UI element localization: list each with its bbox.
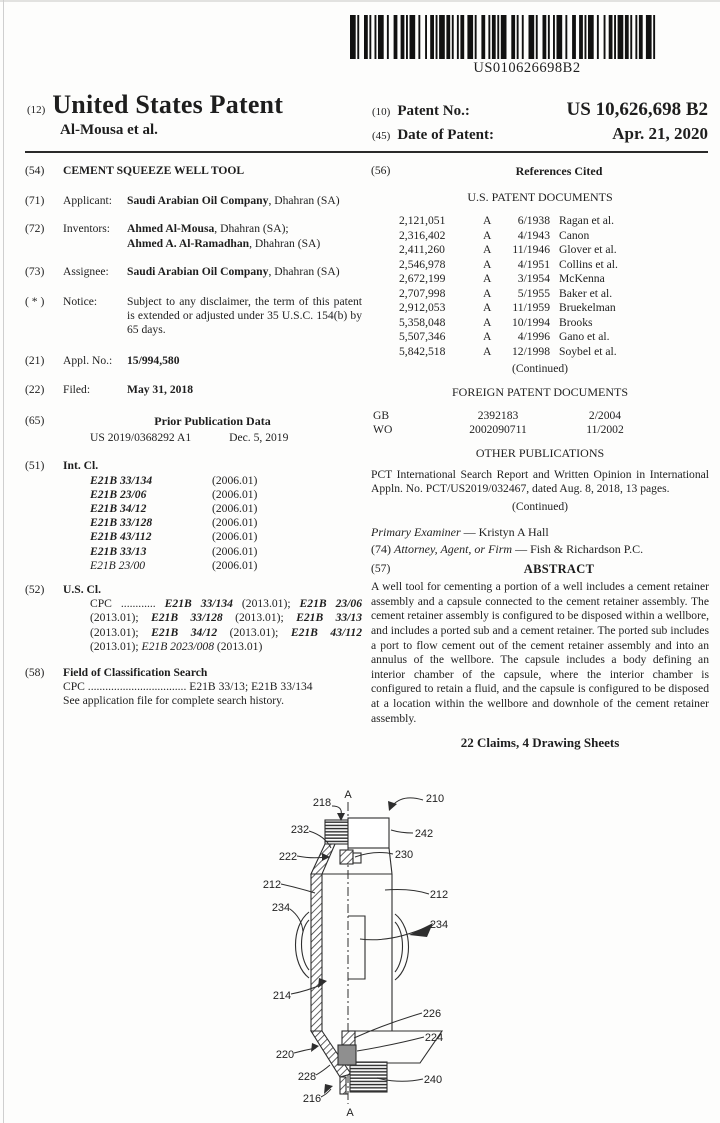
- us-patent-document-row: [399, 229, 709, 244]
- filed-label: Filed:: [63, 382, 91, 396]
- field-tag: (57): [371, 562, 391, 576]
- barcode-number: US010626698B2: [473, 60, 581, 76]
- barcode-bar: [357, 15, 359, 59]
- field-tag: (74): [371, 541, 391, 556]
- ref-220: 220: [275, 1049, 295, 1061]
- inventor-name-cell: Collins et al.: [559, 257, 618, 271]
- inventor-name-cell: Glover et al.: [559, 243, 617, 257]
- date-cell: 11/2002: [586, 423, 624, 437]
- field-tag-12: (12): [27, 104, 46, 116]
- barcode-bar: [548, 15, 550, 59]
- inventor-name-cell: Baker et al.: [559, 286, 613, 300]
- barcode-bar: [375, 15, 377, 59]
- barcode-bar: [467, 15, 473, 59]
- foreign-patent-document-row: [373, 409, 709, 424]
- right-column: [371, 164, 709, 750]
- field-21-appl-no: [25, 354, 362, 368]
- text-segment: Primary Examiner: [371, 524, 461, 539]
- text-segment: Saudi Arabian Oil Company: [127, 194, 269, 208]
- barcode-bar: [497, 15, 499, 59]
- date-cell: 3/1954: [517, 272, 550, 286]
- field-tag: ( * ): [25, 295, 45, 309]
- barcode-bar: [481, 15, 485, 59]
- patent-number-cell: 2,411,260: [399, 243, 445, 257]
- kind-code-cell: A: [483, 301, 492, 315]
- text-segment: Attorney, Agent, or Firm: [394, 541, 513, 556]
- us-patent-document-row: [399, 214, 709, 229]
- barcode-bar: [446, 15, 450, 59]
- barcode-bar: [460, 15, 464, 59]
- int-cl-row: [90, 530, 362, 544]
- date-of-patent-label: Date of Patent:: [397, 127, 494, 143]
- field-tag: (65): [25, 414, 45, 428]
- text-segment: , Dhahran (SA): [249, 236, 321, 250]
- date-of-patent: Apr. 21, 2020: [612, 124, 708, 143]
- barcode-bar: [588, 15, 594, 59]
- top-thread-section: [325, 820, 348, 844]
- inventor-name-cell: Ragan et al.: [559, 214, 615, 228]
- date-cell: 4/1943: [517, 228, 550, 242]
- bottom-thread-section-240: [350, 1062, 387, 1092]
- kind-code-cell: A: [483, 286, 492, 300]
- header-divider: [25, 151, 708, 153]
- ref-212-right: 212: [429, 889, 449, 901]
- field-search-heading: Field of Classification Search: [63, 666, 208, 680]
- foreign-patent-documents-list: [371, 409, 709, 438]
- field-tag: (51): [25, 459, 45, 473]
- ref-232: 232: [290, 824, 310, 836]
- patent-number-cell: 5,842,518: [399, 344, 446, 358]
- barcode-bar: [635, 15, 637, 59]
- other-publications-text: PCT International Search Report and Written Opinion in International Appln. No. PCT/US2019/032467, dated Aug. 8, 2018, 13 pages.: [371, 468, 709, 496]
- int-cl-row: [90, 474, 362, 488]
- references-cited-heading: References Cited: [515, 164, 603, 178]
- assignee-value: [127, 265, 362, 279]
- barcode-bar: [436, 15, 438, 59]
- foreign-patent-document-row: [373, 423, 709, 438]
- field-tag: (71): [25, 194, 45, 208]
- patent-number-cell: 2,672,199: [399, 272, 446, 286]
- us-patent-document-row: [399, 258, 709, 273]
- us-patent-documents-heading: U.S. PATENT DOCUMENTS: [467, 190, 613, 205]
- ref-a-bottom: A: [346, 1107, 354, 1119]
- field-tag: (72): [25, 222, 45, 236]
- barcode-bar: [439, 15, 445, 59]
- appl-no-label: Appl. No.:: [63, 353, 113, 367]
- us-patent-document-row: [399, 345, 709, 360]
- us-patent-document-row: [399, 316, 709, 331]
- notice-label: Notice:: [63, 295, 98, 309]
- patent-no-label: Patent No.:: [397, 103, 470, 119]
- kind-code-cell: A: [483, 330, 492, 344]
- field-52-us-cl: [25, 583, 362, 654]
- document-title: United States Patent: [52, 90, 284, 119]
- scan-artifact-left: [3, 0, 4, 1123]
- barcode-bar: [653, 15, 655, 59]
- barcode-bar: [511, 15, 515, 59]
- ref-226: 226: [422, 1008, 442, 1020]
- text-segment: Ahmed Al-Mousa: [127, 222, 215, 236]
- classification-year-cell: (2006.01): [212, 558, 258, 572]
- ref-222: 222: [278, 851, 298, 863]
- leader-228: [316, 1065, 330, 1075]
- publication-number: US 2019/0368292 A1: [90, 431, 192, 445]
- patent-number-cell: 2,121,051: [399, 214, 446, 228]
- inventor-name-cell: Bruekelman: [559, 301, 616, 315]
- barcode-bar: [630, 15, 632, 59]
- field-22-filed: [25, 383, 362, 397]
- field-54-title: [25, 164, 362, 178]
- country-code-cell: GB: [373, 408, 390, 422]
- assignee-label: Assignee:: [63, 264, 109, 278]
- classification-code-cell: E21B 43/112: [90, 530, 152, 544]
- int-cl-row: [90, 545, 362, 559]
- continued-note-1: (Continued): [511, 362, 569, 376]
- barcode-bar: [364, 15, 368, 59]
- date-cell: 4/1996: [517, 330, 550, 344]
- ref-214: 214: [272, 990, 292, 1002]
- appl-no-value: 15/994,580: [127, 353, 180, 367]
- scan-artifact-top: [0, 0, 720, 2]
- tool-body: [296, 802, 443, 1104]
- abstract-heading: ABSTRACT: [523, 562, 595, 577]
- barcode-bar: [410, 15, 416, 59]
- patent-number-cell: 5,507,346: [399, 330, 446, 344]
- country-code-cell: WO: [373, 423, 393, 437]
- date-cell: 6/1938: [517, 214, 550, 228]
- text-segment: , Dhahran (SA): [268, 264, 340, 278]
- kind-code-cell: A: [483, 272, 492, 286]
- inventor-party: Al-Mousa et al.: [60, 122, 158, 138]
- classification-year-cell: (2006.01): [212, 502, 258, 516]
- barcode-bar: [557, 15, 563, 59]
- barcode-bar: [418, 15, 420, 59]
- notice-text: Subject to any disclaimer, the term of this patent is extended or adjusted under 35 U.S.C. 154(b) by 65 days.: [127, 295, 362, 337]
- barcode-bar: [394, 15, 398, 59]
- classification-year-cell: (2006.01): [212, 544, 258, 558]
- barcode-bar: [488, 15, 490, 59]
- classification-code-cell: E21B 23/00: [90, 558, 146, 572]
- field-search-note: See application file for complete search history.: [63, 694, 285, 708]
- inventors-value: [127, 222, 362, 250]
- field-tag: (73): [25, 264, 45, 278]
- text-segment: , Dhahran (SA): [268, 194, 340, 208]
- ref-212-left: 212: [262, 879, 282, 891]
- classification-code-cell: E21B 33/128: [90, 516, 153, 530]
- classification-code-cell: E21B 33/134: [90, 473, 153, 487]
- patent-number-cell: 5,358,048: [399, 315, 446, 329]
- text-segment: (2013.01): [214, 639, 263, 653]
- int-cl-list: [63, 474, 362, 573]
- field-51-int-cl: [25, 459, 362, 573]
- barcode-bar: [614, 15, 616, 59]
- date-cell: 2/2004: [588, 408, 622, 422]
- port-block-226: [342, 1031, 355, 1045]
- text-segment: — Kristyn A Hall: [460, 524, 549, 539]
- date-cell: 11/1959: [512, 301, 550, 315]
- ref-242: 242: [414, 828, 434, 840]
- patent-number-cell: 2,546,978: [399, 257, 446, 271]
- text-segment: (2013.01);: [217, 625, 291, 639]
- kind-code-cell: A: [483, 214, 492, 228]
- kind-code-cell: A: [483, 344, 492, 358]
- plug-block-224: [338, 1045, 356, 1065]
- ref-224: 224: [424, 1032, 444, 1044]
- text-segment: E21B 34/12: [151, 625, 218, 639]
- barcode-bar: [543, 15, 547, 59]
- attorney-line: [371, 542, 709, 556]
- document-number-cell: 2002090711: [469, 423, 527, 437]
- us-patent-document-row: [399, 301, 709, 316]
- text-segment: (2013.01);: [232, 597, 300, 611]
- kind-code-cell: A: [483, 243, 492, 257]
- text-segment: , Dhahran (SA);: [214, 222, 289, 236]
- ref-240: 240: [423, 1074, 443, 1086]
- date-cell: 11/1946: [512, 243, 550, 257]
- kind-code-cell: A: [483, 315, 492, 329]
- text-segment: (2013.01);: [222, 611, 297, 625]
- continued-note-2: (Continued): [511, 500, 569, 514]
- field-tag: (56): [371, 164, 391, 177]
- us-patent-document-row: [399, 287, 709, 302]
- inventor-name-cell: Canon: [559, 228, 590, 242]
- field-tag: (21): [25, 353, 45, 367]
- field-73-assignee: [25, 265, 362, 279]
- text-segment: E21B 23/06: [299, 597, 363, 611]
- classification-code-cell: E21B 23/06: [90, 487, 147, 501]
- ref-a-top: A: [344, 789, 352, 801]
- barcode-bar: [350, 15, 356, 59]
- barcode-bar: [585, 15, 587, 59]
- date-cell: 4/1951: [517, 257, 550, 271]
- barcode-bar: [579, 15, 583, 59]
- int-cl-row: [90, 559, 362, 573]
- int-cl-row: [90, 516, 362, 530]
- barcode-block: [346, 15, 708, 77]
- barcode-icon: [348, 15, 706, 59]
- text-segment: E21B 33/13: [296, 611, 362, 625]
- barcode-bar: [639, 15, 643, 59]
- barcode-bar: [529, 15, 535, 59]
- barcode-bar: [475, 15, 477, 59]
- patent-number: US 10,626,698 B2: [566, 99, 708, 120]
- barcode-bar: [457, 15, 459, 59]
- ref-230: 230: [394, 849, 414, 861]
- int-cl-heading: Int. Cl.: [63, 459, 99, 473]
- capsule-chamber: [348, 916, 365, 979]
- inventor-name-cell: Brooks: [559, 315, 593, 329]
- publication-date: Dec. 5, 2019: [229, 431, 289, 445]
- arrowhead-216: [324, 1084, 333, 1094]
- barcode-bar: [553, 15, 555, 59]
- neck-taper-right: [389, 848, 392, 874]
- attorney-value: [394, 542, 643, 556]
- left-column: [25, 164, 362, 709]
- text-segment: (2013.01);: [90, 639, 142, 653]
- field-65-prior-publication: [25, 414, 362, 445]
- barcode-bar: [618, 15, 624, 59]
- classification-year-cell: (2006.01): [212, 487, 258, 501]
- barcode-bar: [430, 15, 434, 59]
- ref-234-left: 234: [271, 902, 291, 914]
- leader-212-left: [281, 884, 315, 893]
- valve-seat: [353, 853, 361, 863]
- field-tag: (22): [25, 382, 45, 396]
- field-tag-45: (45): [372, 130, 391, 142]
- int-cl-row: [90, 488, 362, 502]
- other-publications-heading: OTHER PUBLICATIONS: [475, 445, 605, 460]
- barcode-bar: [625, 15, 629, 59]
- barcode-bar: [369, 15, 371, 59]
- inventor-name-cell: McKenna: [559, 272, 605, 286]
- barcode-bar: [401, 15, 405, 59]
- us-cl-heading: U.S. Cl.: [63, 583, 102, 597]
- text-segment: Saudi Arabian Oil Company: [127, 264, 269, 278]
- barcode-bar: [646, 15, 652, 59]
- barcode-bar: [536, 15, 538, 59]
- well-tool-figure: [205, 786, 515, 1122]
- primary-examiner-line: [371, 525, 709, 539]
- classification-code-cell: E21B 33/13: [90, 544, 147, 558]
- inventor-name-cell: Soybel et al.: [559, 344, 617, 358]
- ref-234-right: 234: [429, 919, 449, 931]
- date-cell: 10/1994: [511, 315, 550, 329]
- abstract-text: A well tool for cementing a portion of a well includes a cement retainer assembly and a capsule connected to the cement retainer assembly. The cement retainer assembly is configured to be disposed within a wellbore, and includes a ported sub and a cement retainer. The ported sub includes a port to flow cement out of the cement retainer assembly and into an annulus of the wellbore. The capsule includes a body defining an interior chamber of the capsule, where the interior chamber is configured to retain a fluid, and the capsule is configured to be disposed at a location within the wellbore and downhole of the cement retainer assembly.: [371, 580, 709, 725]
- us-patent-document-row: [399, 330, 709, 345]
- barcode-bar: [452, 15, 454, 59]
- leader-224: [357, 1037, 424, 1051]
- inventors-label: Inventors:: [63, 222, 111, 236]
- ref-218: 218: [312, 797, 332, 809]
- ref-216: 216: [302, 1093, 322, 1105]
- date-cell: 5/1955: [517, 286, 550, 300]
- us-patent-document-row: [399, 243, 709, 258]
- field-57-abstract: [371, 562, 709, 576]
- kind-code-cell: A: [483, 228, 492, 242]
- patent-number-cell: 2,912,053: [399, 301, 446, 315]
- field-tag: (52): [25, 583, 45, 597]
- classification-year-cell: (2006.01): [212, 530, 258, 544]
- field-71-applicant: [25, 194, 362, 208]
- barcode-bar: [501, 15, 507, 59]
- leader-210: [393, 798, 423, 805]
- document-number-cell: 2392183: [477, 408, 519, 422]
- claims-summary: 22 Claims, 4 Drawing Sheets: [460, 735, 620, 751]
- field-tag: (58): [25, 666, 45, 680]
- ref-228: 228: [297, 1071, 317, 1083]
- text-segment: E21B 43/112: [290, 625, 362, 639]
- applicant-label: Applicant:: [63, 194, 112, 208]
- barcode-bar: [565, 15, 567, 59]
- valve-block-230: [340, 850, 353, 864]
- field-tag-10: (10): [372, 106, 391, 118]
- int-cl-row: [90, 502, 362, 516]
- barcode-bar: [572, 15, 576, 59]
- patent-number-cell: 2,316,402: [399, 228, 446, 242]
- text-segment: E21B 33/134: [164, 597, 233, 611]
- leader-242: [391, 830, 413, 833]
- lower-tip-wall: [340, 1077, 346, 1094]
- header-right: [372, 99, 708, 147]
- kind-code-cell: A: [483, 257, 492, 271]
- barcode-bar: [609, 15, 613, 59]
- header-left: [27, 90, 357, 139]
- arrowhead-220: [311, 1043, 319, 1052]
- text-segment: — Fish & Richardson P.C.: [512, 541, 644, 556]
- field-notice: [25, 295, 362, 338]
- inventor-name-cell: Gano et al.: [559, 330, 610, 344]
- field-tag: (54): [25, 164, 45, 177]
- us-patent-document-row: [399, 272, 709, 287]
- field-search-cpc-line: CPC .................................. E21B 33/13; E21B 33/134: [63, 680, 313, 694]
- barcode-bar: [517, 15, 519, 59]
- ref-210: 210: [425, 793, 445, 805]
- barcode-bar: [522, 15, 524, 59]
- classification-year-cell: (2006.01): [212, 516, 258, 530]
- text-segment: (2013.01);: [90, 625, 152, 639]
- cup-seal-right-inner: [395, 922, 403, 972]
- body-wall-left: [311, 874, 322, 1031]
- foreign-patent-documents-heading: FOREIGN PATENT DOCUMENTS: [451, 384, 629, 399]
- text-segment: E21B 2023/008: [141, 639, 214, 653]
- date-cell: 12/1998: [511, 344, 550, 358]
- text-segment: E21B 33/128: [151, 611, 223, 625]
- classification-year-cell: (2006.01): [212, 473, 258, 487]
- barcode-bar: [387, 15, 389, 59]
- applicant-value: [127, 194, 362, 208]
- classification-code-cell: E21B 34/12: [90, 502, 147, 516]
- barcode-bar: [492, 15, 496, 59]
- patent-number-cell: 2,707,998: [399, 286, 446, 300]
- us-patent-documents-list: [371, 214, 709, 359]
- leader-226: [354, 1013, 422, 1038]
- field-58-classification-search: [25, 666, 362, 709]
- barcode-bar: [604, 15, 606, 59]
- filed-value: May 31, 2018: [127, 382, 194, 396]
- us-cl-cpc-text: [63, 597, 362, 654]
- text-segment: (2013.01);: [90, 611, 152, 625]
- invention-title: CEMENT SQUEEZE WELL TOOL: [63, 164, 245, 177]
- patent-drawing: [205, 786, 515, 1122]
- barcode-bar: [597, 15, 599, 59]
- barcode-bar: [406, 15, 408, 59]
- upper-sub-242: [348, 818, 389, 848]
- prior-publication-heading: Prior Publication Data: [154, 414, 271, 429]
- field-72-inventors: [25, 222, 362, 250]
- barcode-bar: [378, 15, 384, 59]
- barcode-bar: [425, 15, 427, 59]
- field-56-references: [371, 164, 709, 178]
- text-segment: Ahmed A. Al-Ramadhan: [127, 236, 250, 250]
- text-segment: CPC ............: [90, 597, 165, 611]
